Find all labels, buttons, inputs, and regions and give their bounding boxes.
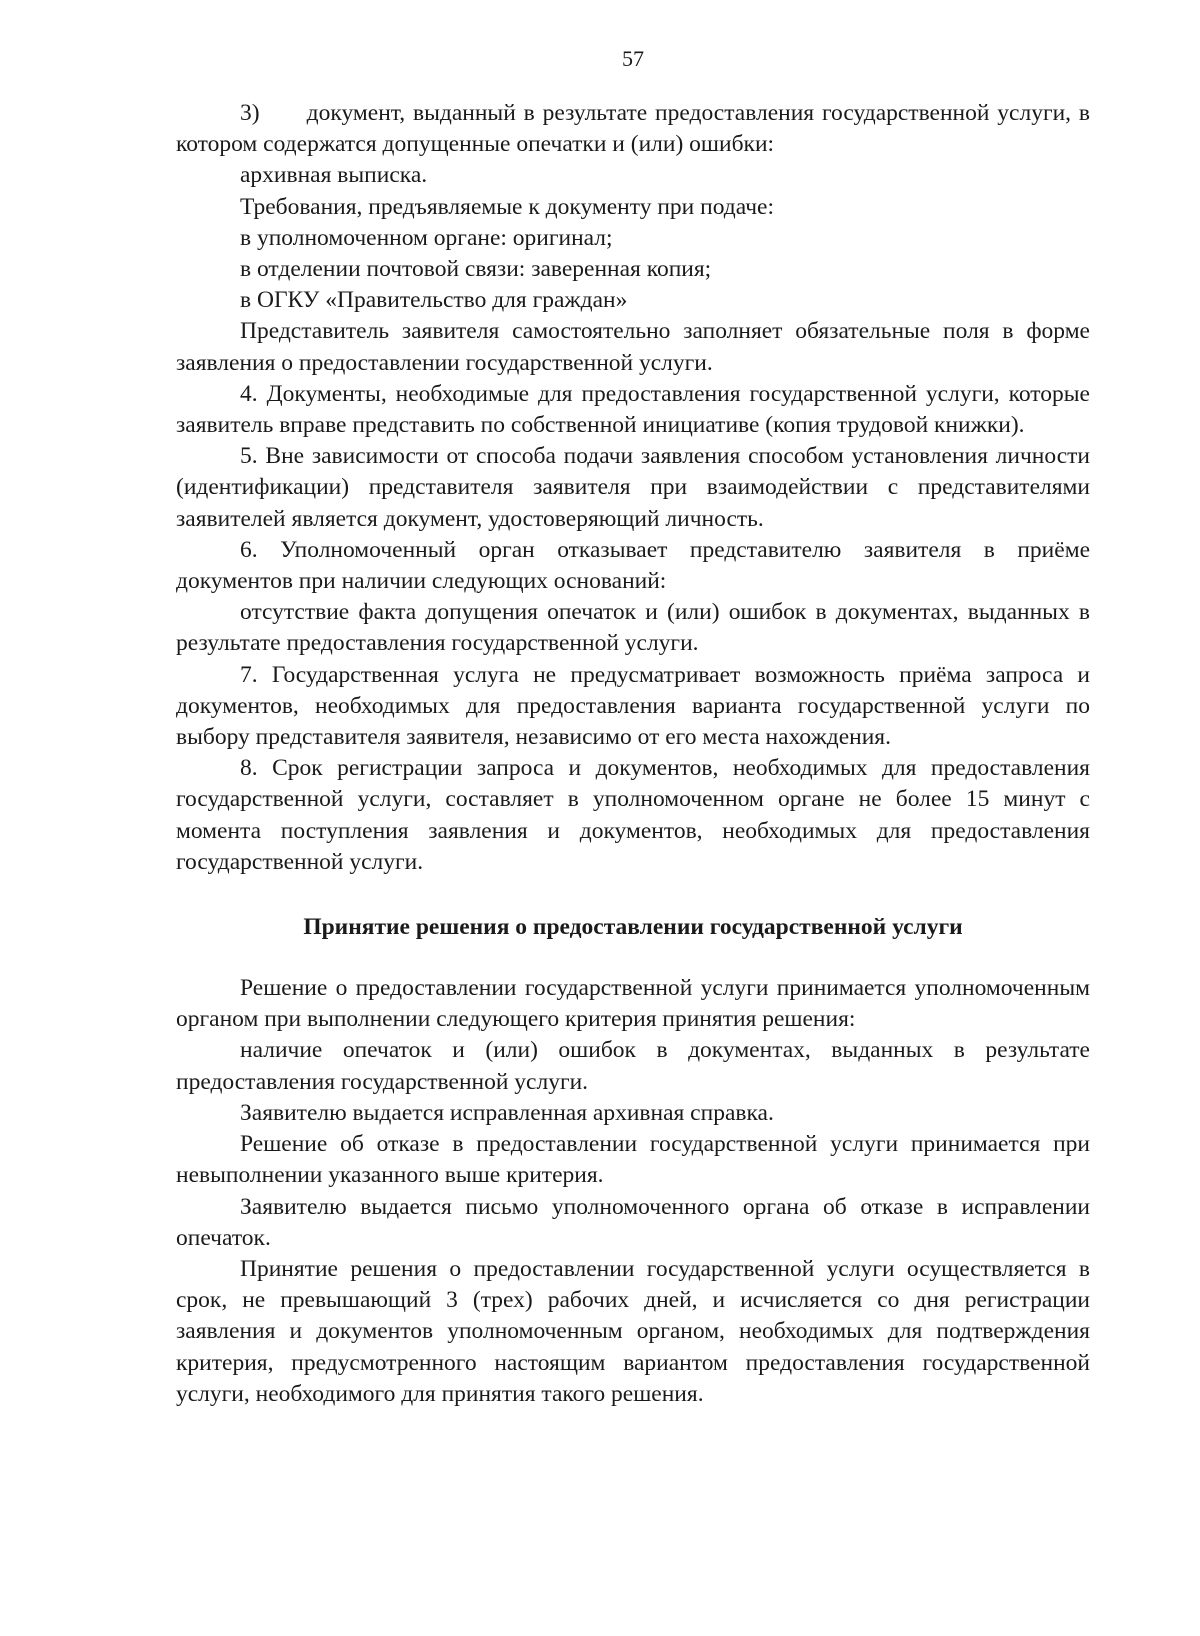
paragraph-criterion-typos: наличие опечаток и (или) ошибок в документах, выданных в результате предоставления государственной услуги. [176,1037,1090,1095]
paragraph-corrected-certificate: Заявителю выдается исправленная архивная справка. [240,1099,774,1126]
paragraph-refusal-ground: отсутствие факта допущения опечаток и (или) ошибок в документах, выданных в результате предоставления государственной услуги. [176,599,1090,657]
paragraph-decision-deadline: Принятие решения о предоставлении государственной услуги осуществляется в срок, не превышающий 3 (трех) рабочих дней, и исчисляется со дня регистрации заявления и документов уполномоченным органом, необходимых для подтверждения критерия, предусмотренного настоящим вариантом предоставления государственной услуги, необходимого для принятия такого решения. [176,1255,1090,1407]
paragraph-item-6: 6. Уполномоченный орган отказывает представителю заявителя в приёме документов при наличии следующих оснований: [176,536,1090,595]
document-page [176,0,1090,1410]
paragraph-decision-criterion: Решение о предоставлении государственной услуги принимается уполномоченным органом при выполнении следующего критерия принятия решения: [176,975,1090,1033]
paragraph-refusal-letter: Заявителю выдается письмо уполномоченного органа об отказе в исправлении опечаток. [176,1193,1090,1251]
paragraph-ogku: в ОГКУ «Правительство для граждан» [240,287,628,314]
paragraph-refusal-decision: Решение об отказе в предоставлении государственной услуги принимается при невыполнении указанного выше критерия. [176,1131,1090,1189]
paragraph-item-7: 7. Государственная услуга не предусматривает возможность приёма запроса и документов, необходимых для предоставления варианта государственной услуги по выбору представителя заявителя, независимо от его места нахождения. [176,661,1090,751]
paragraph-archive-extract: архивная выписка. [240,162,428,189]
paragraph-item-3: 3) документ, выданный в результате предоставления государственной услуги, в котором содержатся допущенные опечатки и (или) ошибки: [176,100,1090,158]
paragraph-authorized-body: в уполномоченном органе: оригинал; [240,224,613,251]
paragraph-item-4: 4. Документы, необходимые для предоставления государственной услуги, которые заявитель вправе представить по собственной инициативе (копия трудовой книжки). [176,380,1090,439]
paragraph-item-8: 8. Срок регистрации запроса и документов, необходимых для предоставления государственной услуги, составляет в уполномоченном органе не более 15 минут с момента поступления заявления и документов, необходимых для предоставления государственной услуги. [176,755,1090,875]
paragraph-post-office: в отделении почтовой связи: заверенная копия; [240,256,712,283]
paragraph-item-5: 5. Вне зависимости от способа подачи заявления способом установления личности (идентификации) представителя заявителя при взаимодействии с представителями заявителей является документ, удостоверяющий личность. [176,443,1090,532]
page-number: 57 [622,46,644,71]
paragraph-requirements: Требования, предъявляемые к документу при подаче: [240,193,774,220]
section-heading: Принятие решения о предоставлении государственной услуги [303,914,963,941]
paragraph-representative-fills: Представитель заявителя самостоятельно заполняет обязательные поля в форме заявления о предоставлении государственной услуги. [176,318,1090,376]
